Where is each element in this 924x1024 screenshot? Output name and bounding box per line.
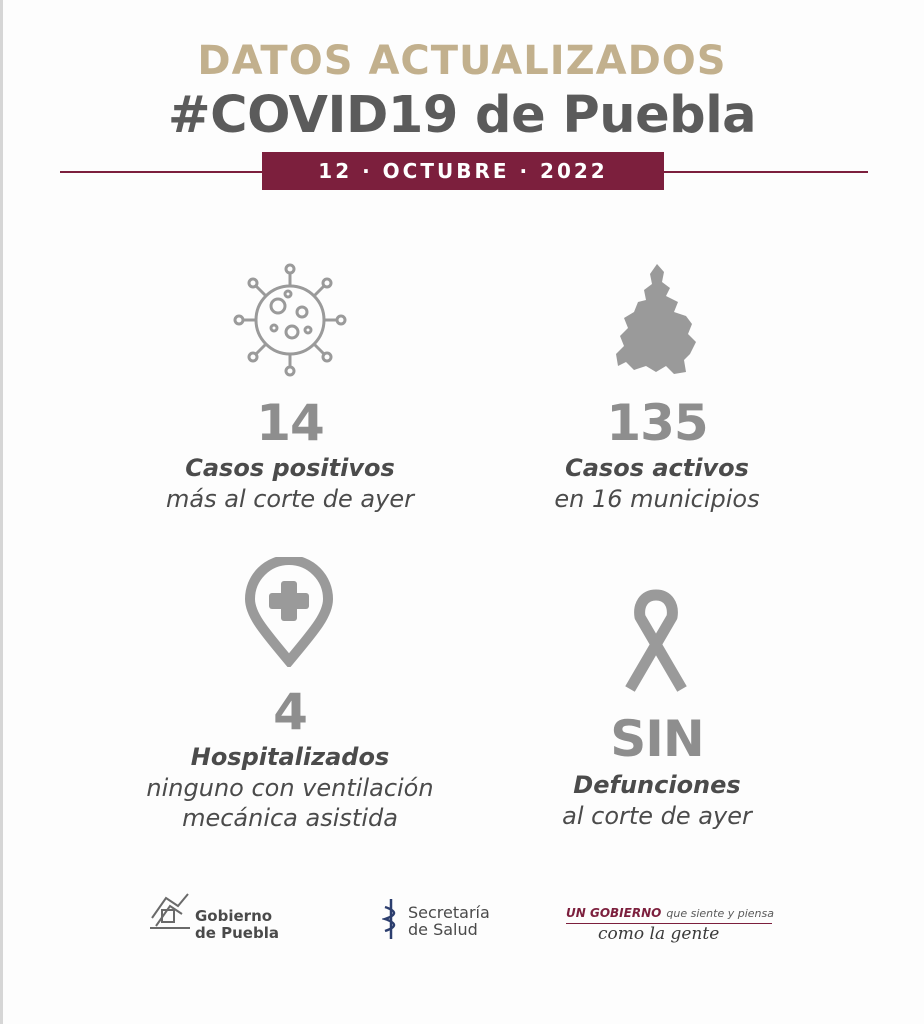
secretaria-salud-logo-icon [382,897,400,941]
slogan [566,902,786,944]
slogan-bold: UN GOBIERNO [566,906,662,920]
puebla-map-icon [612,262,702,377]
date-band: 12 · OCTUBRE · 2022 [262,152,664,190]
activos-label: Casos activos [565,454,749,482]
hospitalizados-sub: ninguno con ventilación mecánica asistida [146,774,434,832]
hospitalizados-label: Hospitalizados [190,743,390,771]
header-title: #COVID19 de Puebla [167,86,757,145]
activos-value: 135 [606,394,708,452]
header-kicker: DATOS ACTUALIZADOS [197,38,727,84]
defunciones-value: SIN [610,710,704,768]
slogan-rest: que siente y piensa [666,907,774,920]
hospital-pin-icon [244,557,334,667]
hospitalizados-value: 4 [273,683,307,741]
gobierno-puebla-text: Gobierno de Puebla [195,907,279,942]
positivos-value: 14 [256,394,324,452]
virus-icon [232,262,348,378]
left-edge [0,0,3,1024]
positivos-sub: más al corte de ayer [166,485,414,513]
secretaria-salud-text: Secretaría de Salud [408,903,490,939]
activos-sub: en 16 municipios [554,485,760,513]
positivos-label: Casos positivos [185,454,395,482]
defunciones-label: Defunciones [573,771,741,799]
defunciones-sub: al corte de ayer [562,802,752,830]
gobierno-puebla-logo-icon [148,888,192,932]
ribbon-icon [618,585,694,695]
slogan-script: como la gente [598,924,720,944]
